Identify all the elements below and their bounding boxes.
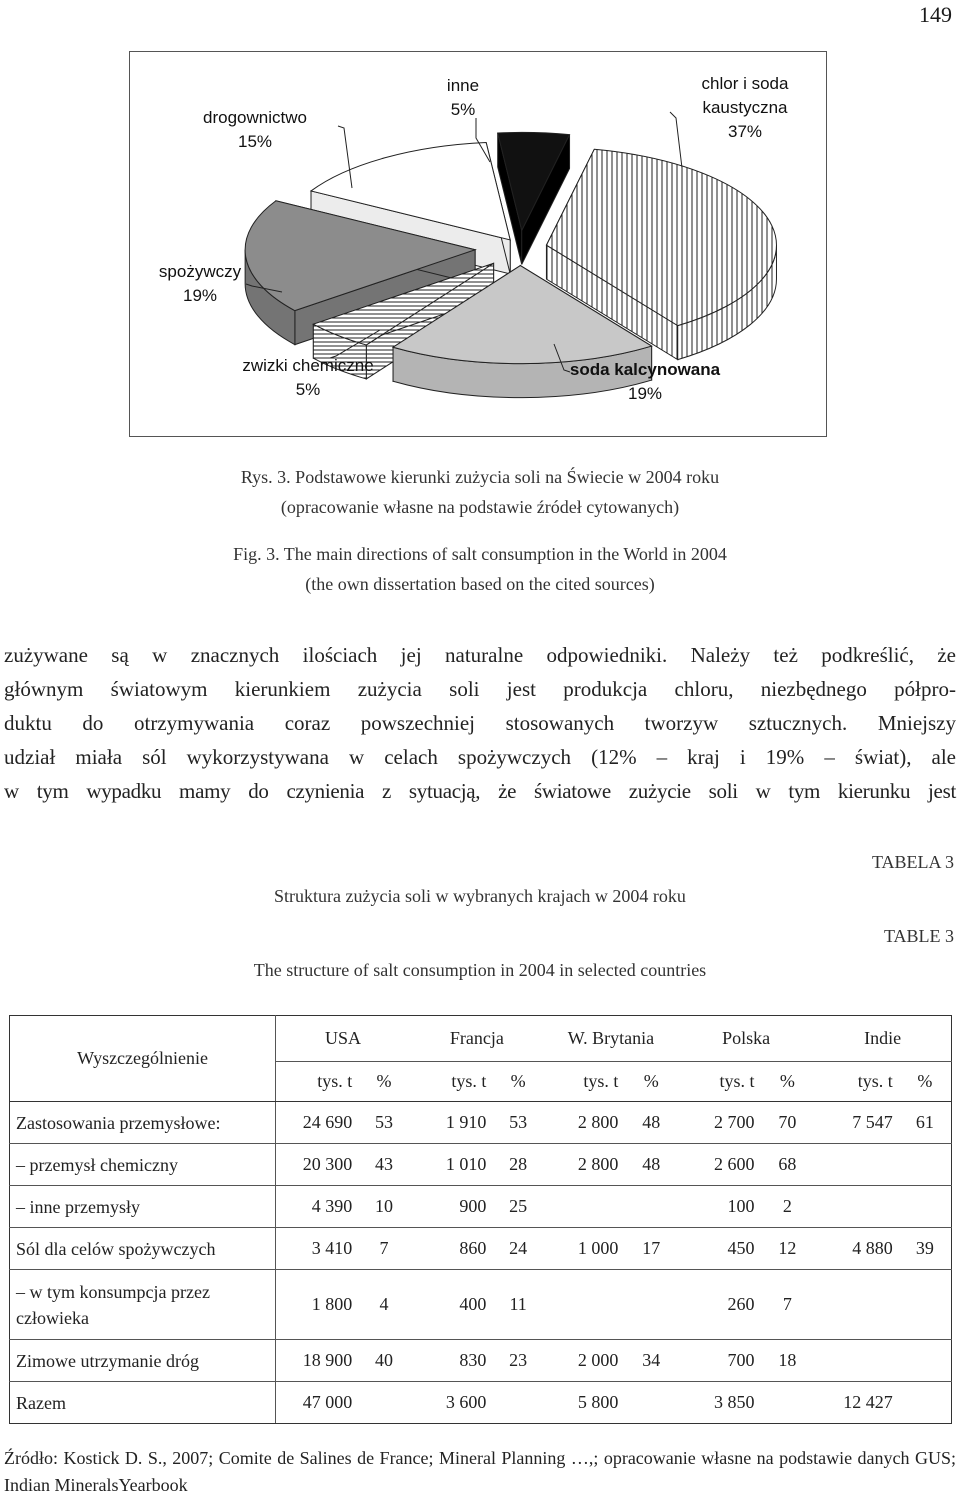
table-cell: 4 880 xyxy=(814,1228,899,1270)
slice-label-zwizki: zwizki chemiczne 5% xyxy=(242,356,374,399)
table-row xyxy=(10,1102,952,1144)
table-cell: 450 xyxy=(678,1228,761,1270)
table-cell xyxy=(814,1340,899,1382)
country-header: W. Brytania xyxy=(544,1016,678,1062)
country-header: USA xyxy=(276,1016,410,1062)
table-cell: 47 000 xyxy=(276,1382,359,1424)
table-cell: 68 xyxy=(761,1144,815,1186)
country-header: Polska xyxy=(678,1016,814,1062)
caption-en-line-2: (the own dissertation based on the cited sources) xyxy=(305,574,655,594)
table-cell: 1 000 xyxy=(544,1228,624,1270)
table-cell: 70 xyxy=(761,1102,815,1144)
row-label: Sól dla celów spożywczych xyxy=(10,1228,276,1270)
table-title-pl: Struktura zużycia soli w wybranych krajach w 2004 roku xyxy=(274,886,686,906)
caption-pl-line-1: Rys. 3. Podstawowe kierunki zużycia soli na Świecie w 2004 roku xyxy=(240,467,720,487)
table-cell: 24 xyxy=(492,1228,544,1270)
unit-header: tys. t xyxy=(814,1062,899,1102)
table-cell: 34 xyxy=(624,1340,678,1382)
table-cell: 5 800 xyxy=(544,1382,624,1424)
table-cell: 7 547 xyxy=(814,1102,899,1144)
table-cell xyxy=(814,1270,899,1340)
table-cell xyxy=(624,1270,678,1340)
table-cell xyxy=(899,1186,952,1228)
body-line: zużywane są w znacznych ilościach jej naturalne odpowiedniki. Należy też podkreślić, że xyxy=(4,643,956,667)
table-row xyxy=(10,1186,952,1228)
table-cell: 3 600 xyxy=(410,1382,493,1424)
table-cell: 2 000 xyxy=(544,1340,624,1382)
unit-header: tys. t xyxy=(544,1062,624,1102)
body-line: głównym światowym kierunkiem zużycia soli jest produkcja chloru, niezbędnego półpro- xyxy=(4,677,956,701)
unit-header: % xyxy=(761,1062,815,1102)
unit-header: tys. t xyxy=(410,1062,493,1102)
row-label: – inne przemysły xyxy=(10,1186,276,1228)
header-label-cell: Wyszczególnienie xyxy=(10,1016,276,1102)
table-cell xyxy=(624,1186,678,1228)
table-cell xyxy=(544,1270,624,1340)
table-cell: 1 800 xyxy=(276,1270,359,1340)
table-cell: 61 xyxy=(899,1102,952,1144)
table-cell: 43 xyxy=(358,1144,410,1186)
table-cell: 17 xyxy=(624,1228,678,1270)
table-label-pl: TABELA 3 xyxy=(871,852,954,872)
table-cell: 48 xyxy=(624,1144,678,1186)
row-label: Zastosowania przemysłowe: xyxy=(10,1102,276,1144)
table-cell: 2 600 xyxy=(678,1144,761,1186)
table-cell: 48 xyxy=(624,1102,678,1144)
table-cell: 400 xyxy=(410,1270,493,1340)
table-source: Źródło: Kostick D. S., 2007; Comite de Salines de France; Mineral Planning …,; opracowanie własne na podstawie danych GUS; Indian MineralsYearbook xyxy=(4,1448,956,1495)
unit-header: % xyxy=(899,1062,952,1102)
table-label-en: TABLE 3 xyxy=(883,926,954,946)
row-label: Zimowe utrzymanie dróg xyxy=(10,1340,276,1382)
table-cell: 3 410 xyxy=(276,1228,359,1270)
figure-caption xyxy=(0,462,960,599)
table-cell: 12 xyxy=(761,1228,815,1270)
table-cell xyxy=(624,1382,678,1424)
table-cell xyxy=(899,1382,952,1424)
row-label: Razem xyxy=(10,1382,276,1424)
table-cell: 11 xyxy=(492,1270,544,1340)
table-cell xyxy=(899,1270,952,1340)
table-cell: 900 xyxy=(410,1186,493,1228)
table-cell: 260 xyxy=(678,1270,761,1340)
table-cell: 7 xyxy=(358,1228,410,1270)
table-cell: 4 xyxy=(358,1270,410,1340)
table-cell xyxy=(899,1340,952,1382)
table-cell: 2 800 xyxy=(544,1102,624,1144)
salt-consumption-table xyxy=(9,1015,952,1424)
table-title-en: The structure of salt consumption in 2004 in selected countries xyxy=(253,960,707,980)
table-cell: 53 xyxy=(492,1102,544,1144)
country-header: Francja xyxy=(410,1016,544,1062)
table-cell: 1 910 xyxy=(410,1102,493,1144)
table-cell: 24 690 xyxy=(276,1102,359,1144)
table-row xyxy=(10,1144,952,1186)
table-cell xyxy=(358,1382,410,1424)
table-cell: 1 010 xyxy=(410,1144,493,1186)
pie-chart-frame xyxy=(129,51,827,437)
table-cell: 700 xyxy=(678,1340,761,1382)
slice-label-inne: inne 5% xyxy=(446,76,480,119)
table-cell: 18 xyxy=(761,1340,815,1382)
table-cell xyxy=(899,1144,952,1186)
table-cell xyxy=(492,1382,544,1424)
table-cell: 4 390 xyxy=(276,1186,359,1228)
slice-label-drogownictwo: drogownictwo 15% xyxy=(203,108,307,151)
unit-header: % xyxy=(624,1062,678,1102)
table-header-row xyxy=(10,1016,952,1062)
table-cell: 10 xyxy=(358,1186,410,1228)
caption-en-line-1: Fig. 3. The main directions of salt consumption in the World in 2004 xyxy=(233,544,727,564)
table-row xyxy=(10,1340,952,1382)
table-cell: 53 xyxy=(358,1102,410,1144)
table-cell xyxy=(761,1382,815,1424)
table-cell: 28 xyxy=(492,1144,544,1186)
slice-label-spozywczy: spożywczy 19% xyxy=(158,262,242,305)
table-cell: 2 700 xyxy=(678,1102,761,1144)
table-cell: 2 800 xyxy=(544,1144,624,1186)
table-cell: 7 xyxy=(761,1270,815,1340)
table-cell: 39 xyxy=(899,1228,952,1270)
row-label: – w tym konsumpcja przez człowieka xyxy=(10,1270,276,1340)
table-cell xyxy=(814,1144,899,1186)
table-cell: 40 xyxy=(358,1340,410,1382)
body-line: udział miała sól wykorzystywana w celach spożywczych (12% – kraj i 19% – świat), ale xyxy=(4,745,956,769)
table-cell: 25 xyxy=(492,1186,544,1228)
table-cell: 830 xyxy=(410,1340,493,1382)
table-cell xyxy=(544,1186,624,1228)
table-cell: 20 300 xyxy=(276,1144,359,1186)
table-cell xyxy=(814,1186,899,1228)
body-paragraph xyxy=(4,638,956,808)
caption-pl-line-2: (opracowanie własne na podstawie źródeł cytowanych) xyxy=(280,497,680,517)
table-cell: 18 900 xyxy=(276,1340,359,1382)
table-row xyxy=(10,1270,952,1340)
table-cell: 2 xyxy=(761,1186,815,1228)
table-cell: 860 xyxy=(410,1228,493,1270)
row-label: – przemysł chemiczny xyxy=(10,1144,276,1186)
table-cell: 23 xyxy=(492,1340,544,1382)
slice-label-chlor: chlor i soda kaustyczna 37% xyxy=(701,74,789,141)
table-cell: 3 850 xyxy=(678,1382,761,1424)
country-header: Indie xyxy=(814,1016,951,1062)
unit-header: tys. t xyxy=(678,1062,761,1102)
unit-header: % xyxy=(358,1062,410,1102)
unit-header: % xyxy=(492,1062,544,1102)
table-row xyxy=(10,1228,952,1270)
table-cell: 100 xyxy=(678,1186,761,1228)
unit-header: tys. t xyxy=(276,1062,359,1102)
slice-label-soda-kalcynowana: soda kalcynowana 19% xyxy=(569,360,721,403)
table-cell: 12 427 xyxy=(814,1382,899,1424)
body-line: w tym wypadku mamy do czynienia z sytuacją, że światowe zużycie soli w tym kierunku jest xyxy=(4,779,956,803)
body-line: duktu do otrzymywania coraz powszechniej stosowanych tworzyw sztucznych. Mniejszy xyxy=(4,711,956,735)
table-row xyxy=(10,1382,952,1424)
page-number: 149 xyxy=(919,2,952,27)
